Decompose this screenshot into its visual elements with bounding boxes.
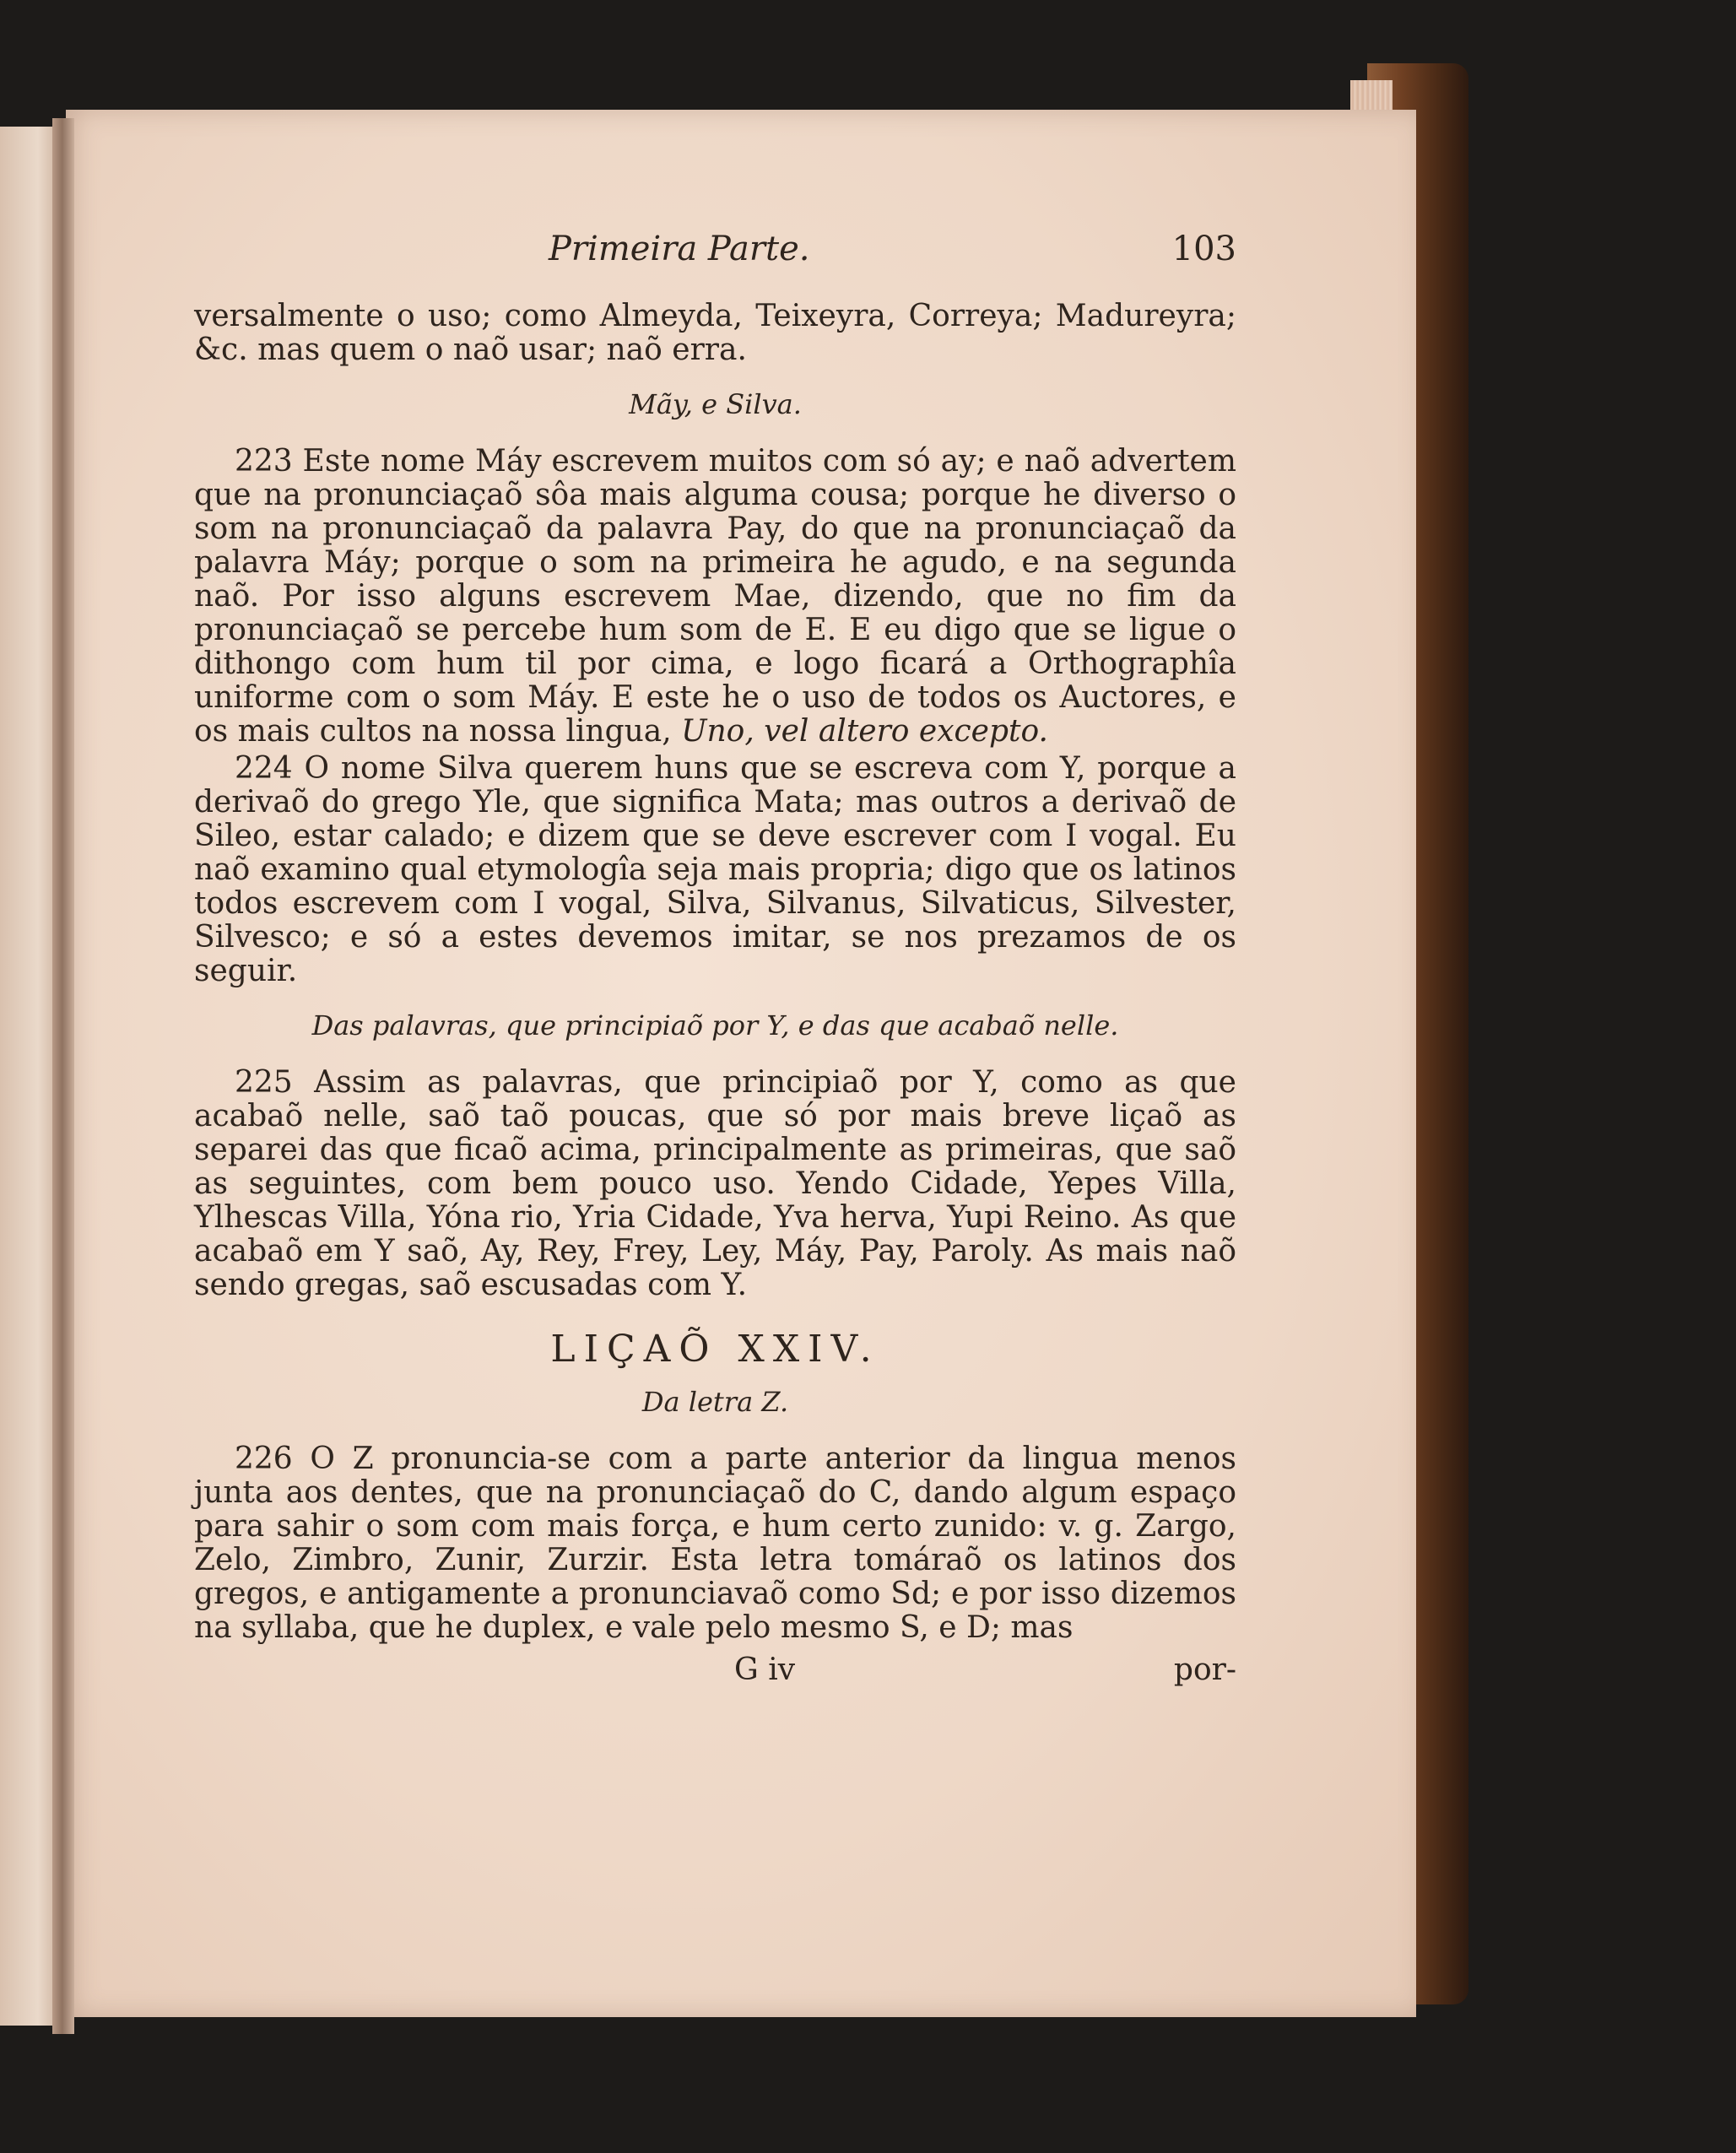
paragraph-223 xyxy=(194,445,1236,749)
paragraph-226: 226 O Z pronuncia-se com a parte anterior da lingua menos junta aos dentes, que na pronunciaçaõ do C, dando algum espaço para sahir o som com mais força, e hum certo zunido: v. g. Zargo, Zelo, Zimbro, Zunir, Zurzir. Esta letra tomáraõ os latinos dos gregos, e antigamente a pronunciavaõ como Sd; e por isso dizemos na syllaba, que he duplex, e vale pelo mesmo S, e D; mas xyxy=(194,1442,1236,1645)
paragraph-224: 224 O nome Silva querem huns que se escreva com Y, porque a derivaõ do grego Yle, que significa Mata; mas outros a derivaõ de Sileo, estar calado; e dizem que se deve escrever com I vogal. Eu naõ examino qual etymologîa seja mais propria; digo que os latinos todos escrevem com I vogal, Silva, Silvanus, Silvaticus, Silvester, Silvesco; e só a estes devemos imitar, se nos prezamos de os seguir. xyxy=(194,751,1236,988)
page-footer xyxy=(194,1653,1236,1690)
opening-paragraph: versalmente o uso; como Almeyda, Teixeyra, Correya; Madureyra; &c. mas quem o naõ usar; naõ erra. xyxy=(194,299,1236,367)
signature-mark: G iv xyxy=(734,1653,796,1687)
section-heading-y-words: Das palavras, que principiaõ por Y, e das que acabaõ nelle. xyxy=(311,1009,1119,1041)
book-gutter xyxy=(52,118,74,2034)
page-number: 103 xyxy=(1171,230,1236,268)
paragraph-223-text: 223 Este nome Máy escrevem muitos com só ay; e naõ advertem que na pronunciaçaõ sôa mais alguma cousa; porque he diverso o som na pronunciaçaõ da palavra Pay, do que na pronunciaçaõ da palavra Máy; porque o som na primeira he agudo, e na segunda naõ. Por isso alguns escrevem Mae, dizendo, que no fim da pronunciaçaõ se percebe hum som de E. E eu digo que se ligue o dithongo com hum til por cima, e logo ficará a Orthographîa uniforme com o som Máy. E este he o uso de todos os Auctores, e os mais cultos na nossa lingua, xyxy=(194,444,1236,749)
chapter-subtitle: Da letra Z. xyxy=(641,1386,789,1418)
chapter-title: LIÇAÕ XXIV. xyxy=(550,1328,880,1371)
page-header xyxy=(194,232,1236,300)
latin-phrase: Uno, vel altero excepto. xyxy=(681,714,1048,749)
paragraph-225: 225 Assim as palavras, que principiaõ por Y, como as que acabaõ nelle, saõ taõ poucas, que só por mais breve liçaõ as separei das que ficaõ acima, principalmente as primeiras, que saõ as seguintes, com bem pouco uso. Yendo Cidade, Yepes Villa, Ylhescas Villa, Yóna rio, Yria Cidade, Yva herva, Yupi Reino. As que acabaõ em Y saõ, Ay, Rey, Frey, Ley, Máy, Pay, Paroly. As mais naõ sendo gregas, saõ escusadas com Y. xyxy=(194,1065,1236,1302)
page-text-block xyxy=(194,232,1236,1690)
running-head: Primeira Parte. xyxy=(549,230,810,268)
catchword: por- xyxy=(1173,1653,1236,1687)
section-heading-may-silva: Mãy, e Silva. xyxy=(629,388,802,420)
